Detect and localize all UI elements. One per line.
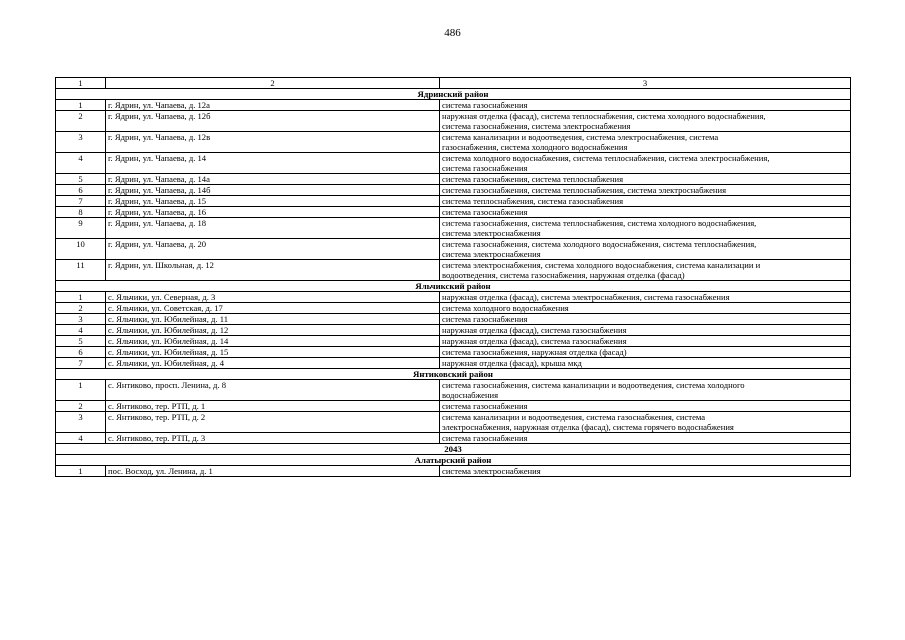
section-title: Ядринский район bbox=[56, 89, 851, 100]
row-number: 2 bbox=[56, 401, 106, 412]
works-line: система газоснабжения, система теплоснабжения, система холодного водоснабжения, bbox=[442, 218, 757, 228]
row-number: 2 bbox=[56, 111, 106, 132]
table-row bbox=[56, 207, 851, 218]
address-cell: г. Ядрин, ул. Чапаева, д. 16 bbox=[106, 207, 440, 218]
works-line: система электроснабжения bbox=[442, 228, 541, 238]
works-cell bbox=[440, 314, 851, 325]
works-line: система электроснабжения bbox=[442, 249, 541, 259]
works-line: электроснабжения, наружная отделка (фасад), система горячего водоснабжения bbox=[442, 422, 734, 432]
works-cell bbox=[440, 401, 851, 412]
table-row bbox=[56, 336, 851, 347]
row-number: 1 bbox=[56, 100, 106, 111]
works-cell bbox=[440, 292, 851, 303]
works-cell bbox=[440, 260, 851, 281]
works-line: система теплоснабжения, система газоснабжения bbox=[442, 196, 624, 206]
row-number: 1 bbox=[56, 292, 106, 303]
works-cell bbox=[440, 358, 851, 369]
address-cell: с. Яльчики, ул. Юбилейная, д. 11 bbox=[106, 314, 440, 325]
works-line: система газоснабжения, система электроснабжения bbox=[442, 121, 631, 131]
address-cell: г. Ядрин, ул. Чапаева, д. 20 bbox=[106, 239, 440, 260]
works-cell bbox=[440, 132, 851, 153]
table-row bbox=[56, 347, 851, 358]
works-line: система электроснабжения bbox=[442, 466, 541, 476]
table-row bbox=[56, 433, 851, 444]
header-col-2: 2 bbox=[106, 78, 440, 89]
works-line: наружная отделка (фасад), система газоснабжения bbox=[442, 336, 627, 346]
section-title: Янтиковский район bbox=[56, 369, 851, 380]
row-number: 7 bbox=[56, 196, 106, 207]
works-cell bbox=[440, 111, 851, 132]
address-cell: с. Яльчики, ул. Юбилейная, д. 12 bbox=[106, 325, 440, 336]
table-header-row bbox=[56, 78, 851, 89]
section-header-row bbox=[56, 89, 851, 100]
address-cell: с. Яльчики, ул. Северная, д. 3 bbox=[106, 292, 440, 303]
works-cell bbox=[440, 218, 851, 239]
address-cell: с. Янтиково, тер. РТП, д. 1 bbox=[106, 401, 440, 412]
works-line: система газоснабжения, система теплоснабжения, система электроснабжения bbox=[442, 185, 727, 195]
table-row bbox=[56, 466, 851, 477]
works-line: система канализации и водоотведения, система электроснабжения, система bbox=[442, 132, 719, 142]
row-number: 6 bbox=[56, 347, 106, 358]
row-number: 3 bbox=[56, 314, 106, 325]
works-cell bbox=[440, 207, 851, 218]
works-line: система газоснабжения, система теплоснабжения bbox=[442, 174, 624, 184]
table-row bbox=[56, 153, 851, 174]
works-line: система газоснабжения bbox=[442, 401, 528, 411]
header-col-3: 3 bbox=[440, 78, 851, 89]
section-title: Алатырский район bbox=[56, 455, 851, 466]
works-line: водоотведения, система газоснабжения, наружная отделка (фасад) bbox=[442, 270, 685, 280]
works-line: система холодного водоснабжения bbox=[442, 303, 569, 313]
table-row bbox=[56, 218, 851, 239]
table-row bbox=[56, 358, 851, 369]
works-cell bbox=[440, 347, 851, 358]
row-number: 7 bbox=[56, 358, 106, 369]
row-number: 4 bbox=[56, 153, 106, 174]
works-cell bbox=[440, 174, 851, 185]
works-line: наружная отделка (фасад), крыша мкд bbox=[442, 358, 582, 368]
works-cell bbox=[440, 153, 851, 174]
address-cell: г. Ядрин, ул. Чапаева, д. 12а bbox=[106, 100, 440, 111]
table-row bbox=[56, 380, 851, 401]
works-cell bbox=[440, 433, 851, 444]
address-cell: с. Яльчики, ул. Советская, д. 17 bbox=[106, 303, 440, 314]
row-number: 5 bbox=[56, 336, 106, 347]
table-row bbox=[56, 303, 851, 314]
table-row bbox=[56, 100, 851, 111]
table-row bbox=[56, 174, 851, 185]
address-cell: г. Ядрин, ул. Чапаева, д. 14б bbox=[106, 185, 440, 196]
works-line: наружная отделка (фасад), система теплоснабжения, система холодного водоснабжения, bbox=[442, 111, 766, 121]
works-cell bbox=[440, 336, 851, 347]
table-row bbox=[56, 196, 851, 207]
works-line: система канализации и водоотведения, система газоснабжения, система bbox=[442, 412, 706, 422]
section-title: 2043 bbox=[56, 444, 851, 455]
address-cell: с. Янтиково, просп. Ленина, д. 8 bbox=[106, 380, 440, 401]
section-header-row bbox=[56, 369, 851, 380]
works-cell bbox=[440, 303, 851, 314]
row-number: 1 bbox=[56, 466, 106, 477]
register-table-body bbox=[56, 78, 851, 477]
table-row bbox=[56, 292, 851, 303]
row-number: 3 bbox=[56, 132, 106, 153]
works-line: система газоснабжения, система холодного водоснабжения, система теплоснабжения, bbox=[442, 239, 757, 249]
address-cell: с. Янтиково, тер. РТП, д. 2 bbox=[106, 412, 440, 433]
table-row bbox=[56, 412, 851, 433]
works-line: система холодного водоснабжения, система теплоснабжения, система электроснабжения, bbox=[442, 153, 770, 163]
works-line: система газоснабжения, наружная отделка (фасад) bbox=[442, 347, 627, 357]
table-row bbox=[56, 260, 851, 281]
works-cell bbox=[440, 325, 851, 336]
works-line: газоснабжения, система холодного водоснабжения bbox=[442, 142, 628, 152]
works-cell bbox=[440, 466, 851, 477]
works-cell bbox=[440, 196, 851, 207]
row-number: 5 bbox=[56, 174, 106, 185]
works-line: система газоснабжения bbox=[442, 100, 528, 110]
works-line: наружная отделка (фасад), система газоснабжения bbox=[442, 325, 627, 335]
works-line: водоснабжения bbox=[442, 390, 499, 400]
table-row bbox=[56, 132, 851, 153]
address-cell: пос. Восход, ул. Ленина, д. 1 bbox=[106, 466, 440, 477]
row-number: 4 bbox=[56, 325, 106, 336]
table-row bbox=[56, 111, 851, 132]
row-number: 2 bbox=[56, 303, 106, 314]
row-number: 3 bbox=[56, 412, 106, 433]
row-number: 6 bbox=[56, 185, 106, 196]
address-cell: г. Ядрин, ул. Чапаева, д. 14а bbox=[106, 174, 440, 185]
works-line: система электроснабжения, система холодного водоснабжения, система канализации и bbox=[442, 260, 761, 270]
table-row bbox=[56, 325, 851, 336]
table-row bbox=[56, 314, 851, 325]
section-title: Яльчикский район bbox=[56, 281, 851, 292]
address-cell: г. Ядрин, ул. Чапаева, д. 12в bbox=[106, 132, 440, 153]
works-line: система газоснабжения bbox=[442, 433, 528, 443]
address-cell: с. Яльчики, ул. Юбилейная, д. 14 bbox=[106, 336, 440, 347]
works-cell bbox=[440, 100, 851, 111]
page-number: 486 bbox=[444, 27, 461, 39]
table-row bbox=[56, 239, 851, 260]
works-cell bbox=[440, 185, 851, 196]
works-line: система газоснабжения, система канализации и водоотведения, система холодного bbox=[442, 380, 745, 390]
address-cell: г. Ядрин, ул. Чапаева, д. 12б bbox=[106, 111, 440, 132]
row-number: 11 bbox=[56, 260, 106, 281]
address-cell: г. Ядрин, ул. Чапаева, д. 14 bbox=[106, 153, 440, 174]
row-number: 9 bbox=[56, 218, 106, 239]
header-col-1: 1 bbox=[56, 78, 106, 89]
works-line: система газоснабжения bbox=[442, 207, 528, 217]
works-line: система газоснабжения bbox=[442, 314, 528, 324]
register-table bbox=[55, 77, 851, 477]
table-row bbox=[56, 185, 851, 196]
works-line: система газоснабжения bbox=[442, 163, 528, 173]
works-line: наружная отделка (фасад), система электроснабжения, система газоснабжения bbox=[442, 292, 730, 302]
address-cell: г. Ядрин, ул. Чапаева, д. 18 bbox=[106, 218, 440, 239]
address-cell: с. Яльчики, ул. Юбилейная, д. 15 bbox=[106, 347, 440, 358]
works-cell bbox=[440, 412, 851, 433]
row-number: 8 bbox=[56, 207, 106, 218]
table-row bbox=[56, 401, 851, 412]
section-header-row bbox=[56, 444, 851, 455]
row-number: 4 bbox=[56, 433, 106, 444]
address-cell: с. Яльчики, ул. Юбилейная, д. 4 bbox=[106, 358, 440, 369]
row-number: 10 bbox=[56, 239, 106, 260]
row-number: 1 bbox=[56, 380, 106, 401]
works-cell bbox=[440, 239, 851, 260]
address-cell: г. Ядрин, ул. Школьная, д. 12 bbox=[106, 260, 440, 281]
section-header-row bbox=[56, 455, 851, 466]
address-cell: г. Ядрин, ул. Чапаева, д. 15 bbox=[106, 196, 440, 207]
address-cell: с. Янтиково, тер. РТП, д. 3 bbox=[106, 433, 440, 444]
works-cell bbox=[440, 380, 851, 401]
section-header-row bbox=[56, 281, 851, 292]
